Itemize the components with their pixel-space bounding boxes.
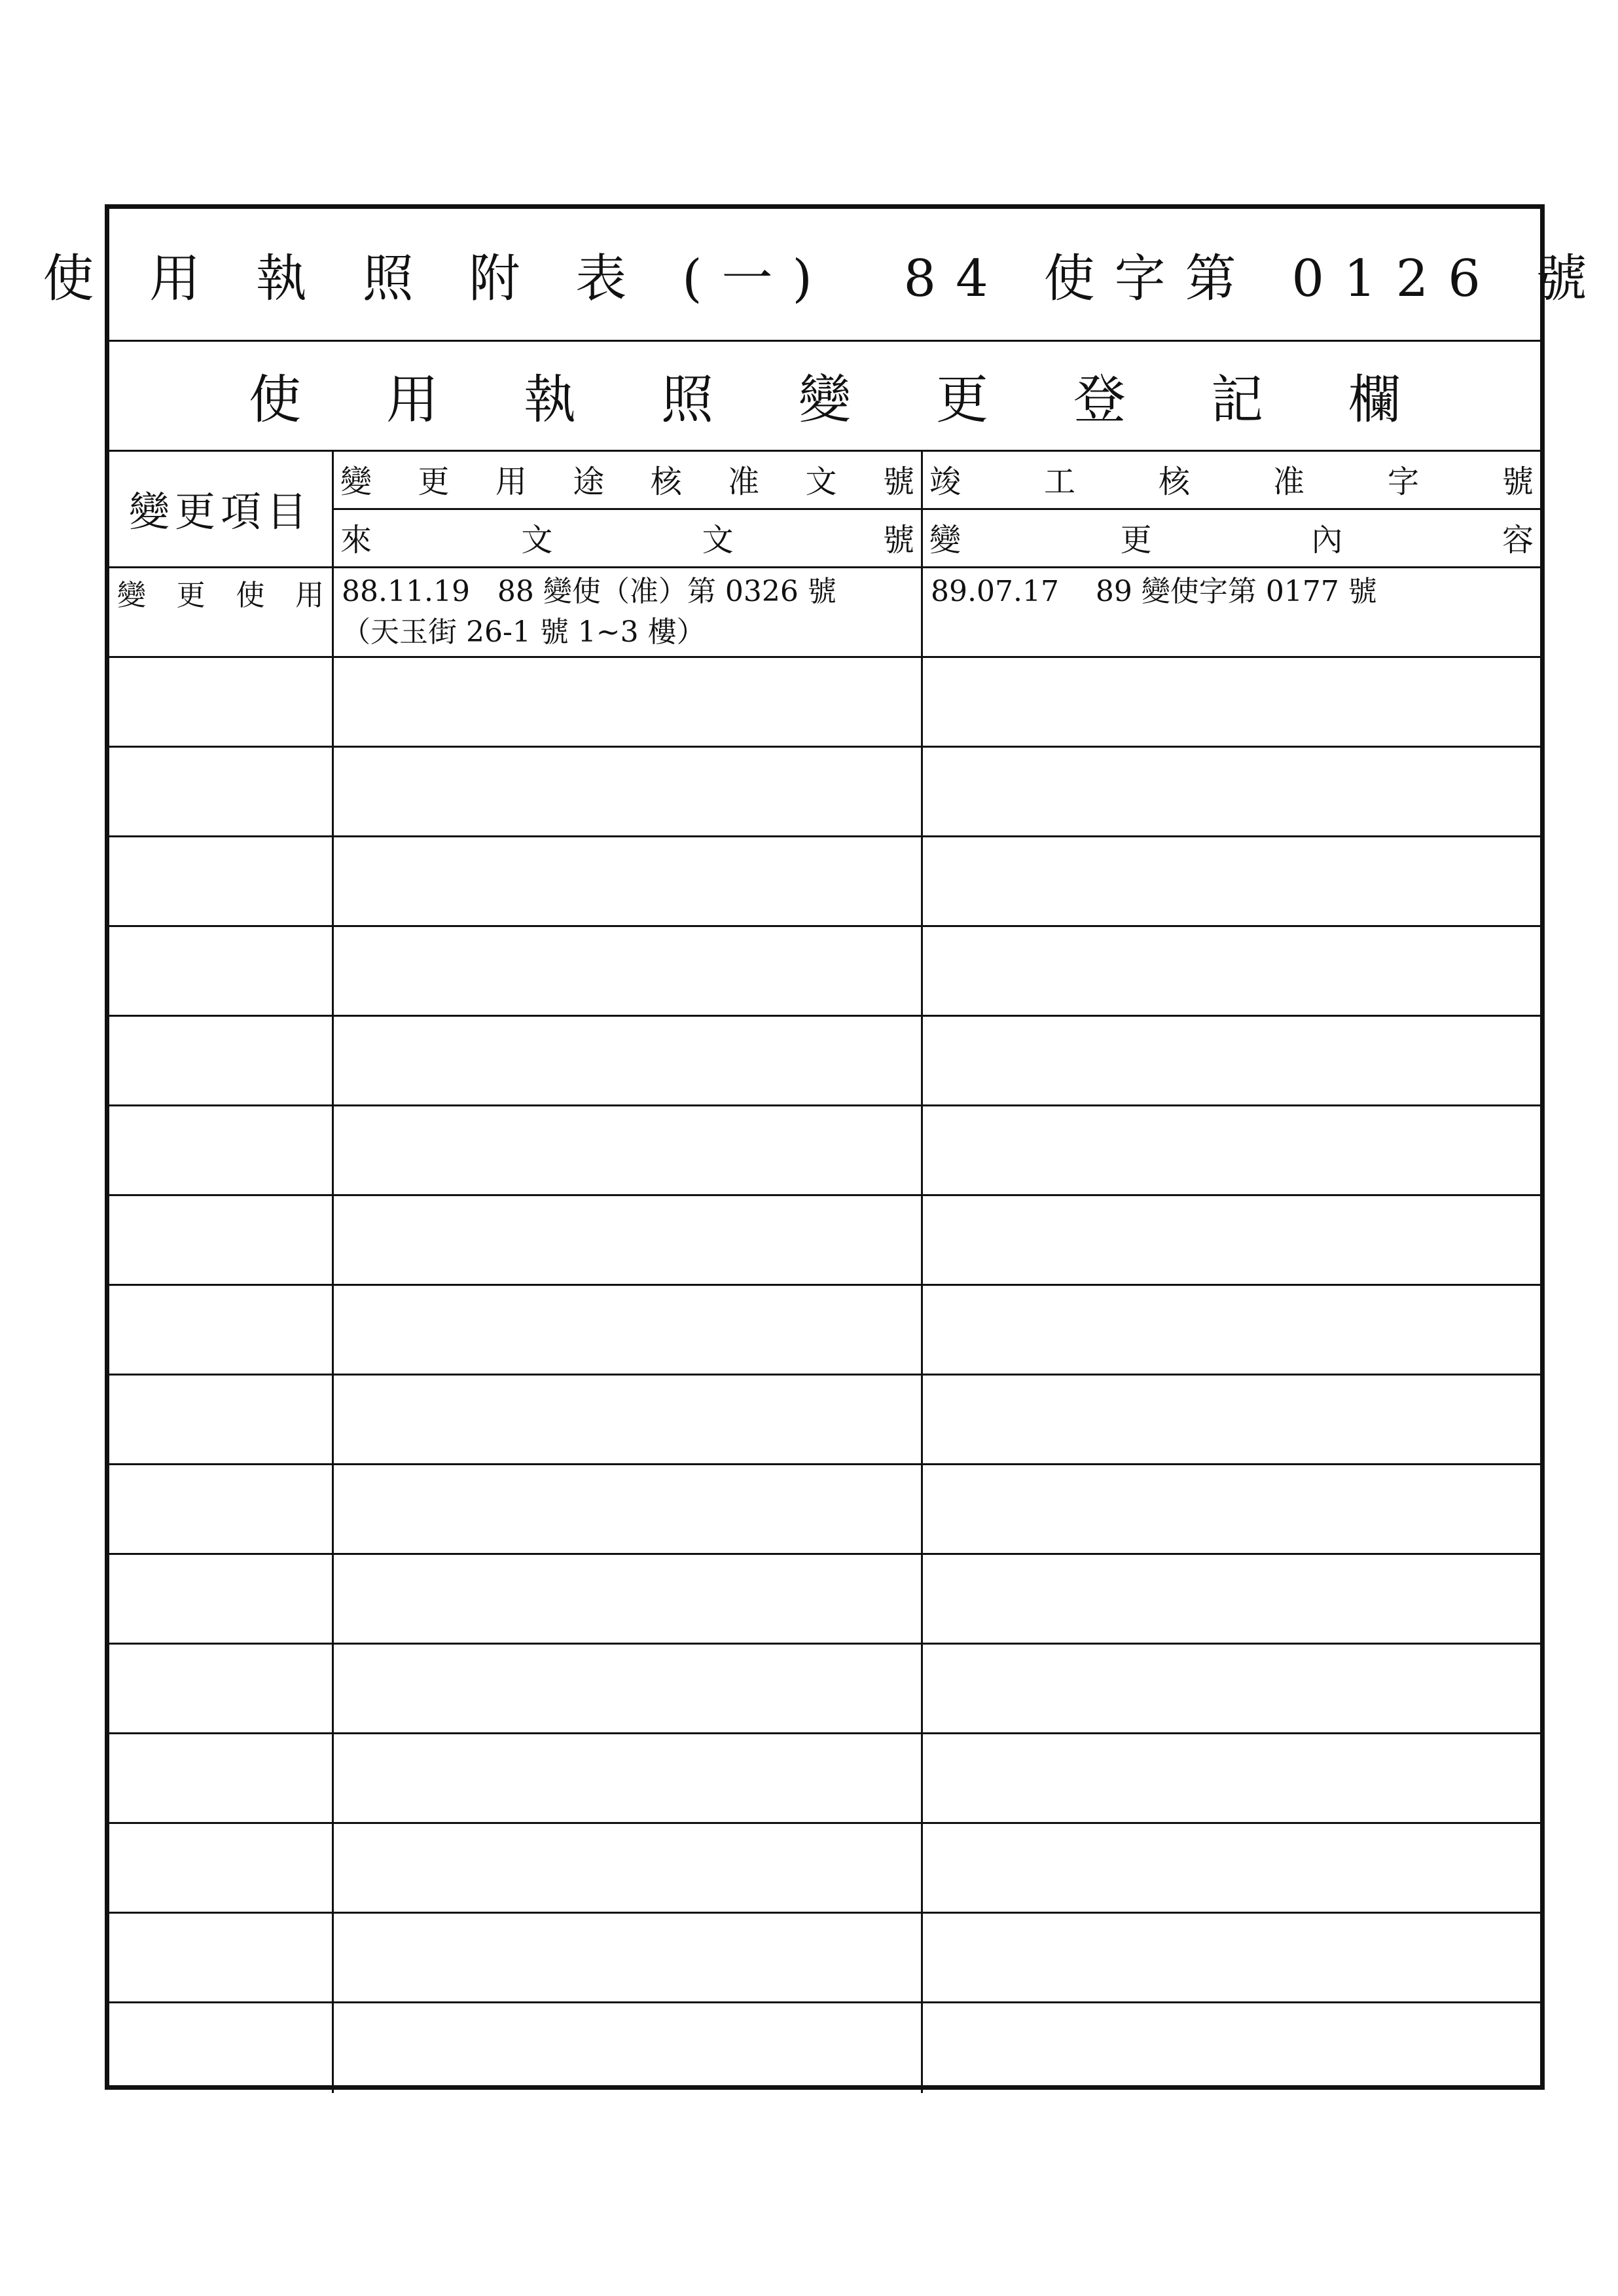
- section-title-char: 使: [249, 369, 301, 430]
- section-title-char: 登: [1073, 369, 1126, 430]
- cell-change-item: [109, 1286, 334, 1374]
- label-char: 變: [340, 464, 372, 500]
- header-completion-approval: [923, 450, 1540, 510]
- label-char: 文: [521, 522, 553, 558]
- cell-completion: [923, 1376, 1540, 1463]
- label-char: 內: [1311, 522, 1343, 558]
- table-row: [109, 2003, 1540, 2093]
- cell-approval-doc: [334, 1017, 923, 1104]
- table-header: [109, 450, 1540, 568]
- table-row: [109, 837, 1540, 927]
- cell-completion: [923, 1555, 1540, 1643]
- cell-change-item: [109, 1914, 334, 2001]
- cell-completion: [923, 837, 1540, 925]
- label-char: 文: [805, 464, 837, 500]
- cell-approval-doc: [334, 1286, 923, 1374]
- cell-approval-doc: [334, 1914, 923, 2001]
- section-title-char: 欄: [1348, 369, 1401, 430]
- cell-approval-doc: [334, 1645, 923, 1732]
- table-row: [109, 1824, 1540, 1914]
- label-char: 變: [117, 579, 146, 612]
- label-char: 更: [1120, 522, 1152, 558]
- cell-completion: [923, 1017, 1540, 1104]
- cell-change-item: [109, 566, 334, 656]
- cell-completion: [923, 1645, 1540, 1732]
- cell-approval-doc: [334, 1465, 923, 1553]
- section-title-row: [109, 340, 1540, 452]
- cell-change-item: [109, 1555, 334, 1643]
- header-change-item: 變更項目: [109, 450, 334, 566]
- label-char: 容: [1501, 522, 1534, 558]
- table-row: [109, 748, 1540, 837]
- cell-change-item: [109, 1106, 334, 1194]
- cell-completion: [923, 927, 1540, 1015]
- table-row: [109, 566, 1540, 658]
- label-char: 准: [1272, 464, 1304, 500]
- cell-completion: [923, 2003, 1540, 2093]
- label-char: 核: [1158, 464, 1190, 500]
- label-char: 途: [573, 464, 605, 500]
- cell-change-item: [109, 1824, 334, 1912]
- label-char: 准: [728, 464, 760, 500]
- label-char: 號: [1501, 464, 1534, 500]
- cell-approval-doc: [334, 566, 923, 656]
- label-char: 文: [702, 522, 734, 558]
- cell-change-item: [109, 1196, 334, 1284]
- cell-completion: [923, 1106, 1540, 1194]
- cell-approval-doc: [334, 1824, 923, 1912]
- section-title-char: 記: [1211, 369, 1263, 430]
- cell-approval-doc: [334, 1196, 923, 1284]
- label-char: 使: [236, 579, 265, 612]
- cell-approval-doc: [334, 1106, 923, 1194]
- cell-approval-doc: [334, 1555, 923, 1643]
- cell-completion: [923, 1734, 1540, 1822]
- approval-line-2: （天玉街 26-1 號 1~3 樓）: [342, 615, 706, 649]
- header-approval-doc: [334, 450, 923, 510]
- cell-completion: [923, 748, 1540, 835]
- table-row: [109, 1555, 1540, 1645]
- cell-approval-doc: [334, 658, 923, 746]
- label-char: 竣: [929, 464, 962, 500]
- cell-change-item: [109, 2003, 334, 2093]
- cell-completion: [923, 566, 1540, 656]
- section-title-char: 用: [386, 369, 439, 430]
- label-char: 號: [882, 522, 914, 558]
- cell-completion: [923, 658, 1540, 746]
- label-char: 工: [1043, 464, 1075, 500]
- table-row: [109, 1465, 1540, 1555]
- cell-completion: [923, 1824, 1540, 1912]
- header-incoming-doc: [334, 508, 923, 566]
- table-row: [109, 658, 1540, 748]
- change-registration-form: [43, 204, 1607, 2090]
- cell-change-item: [109, 748, 334, 835]
- label-char: 變: [929, 522, 962, 558]
- cell-completion: [923, 1465, 1540, 1553]
- cell-approval-doc: [334, 837, 923, 925]
- cell-change-item: [109, 927, 334, 1015]
- section-title-char: 執: [524, 369, 576, 430]
- label-char: 用: [495, 464, 527, 500]
- label-char: 更: [176, 579, 206, 612]
- cell-change-item: [109, 837, 334, 925]
- cell-change-item: [109, 1465, 334, 1553]
- completion-text: 89.07.17 89 變使字第 0177 號: [931, 575, 1377, 608]
- cell-approval-doc: [334, 2003, 923, 2093]
- cell-change-item: [109, 1376, 334, 1463]
- cell-approval-doc: [334, 1734, 923, 1822]
- label-char: 來: [340, 522, 372, 558]
- section-title-char: 照: [661, 369, 713, 430]
- table-body: [109, 566, 1540, 2085]
- table-row: [109, 927, 1540, 1017]
- cell-approval-doc: [334, 748, 923, 835]
- section-title: [249, 357, 1401, 433]
- cell-approval-doc: [334, 1376, 923, 1463]
- form-title-row: [43, 209, 1607, 342]
- table-row: [109, 1286, 1540, 1376]
- cell-change-item: [109, 1734, 334, 1822]
- header-change-content: [923, 508, 1540, 566]
- label-char: 號: [882, 464, 914, 500]
- section-title-char: 更: [936, 369, 988, 430]
- label-char: 用: [295, 579, 324, 612]
- table-row: [109, 1196, 1540, 1286]
- table-row: [109, 1017, 1540, 1106]
- cell-change-item: [109, 658, 334, 746]
- form-title: 使 用 執 照 附 表 (一) 84 使字第 0126 號: [43, 249, 1607, 308]
- label-char: 字: [1387, 464, 1419, 500]
- table-row: [109, 1376, 1540, 1465]
- label-char: 更: [418, 464, 450, 500]
- cell-change-item: [109, 1645, 334, 1732]
- cell-completion: [923, 1914, 1540, 2001]
- cell-completion: [923, 1196, 1540, 1284]
- table-row: [109, 1106, 1540, 1196]
- cell-approval-doc: [334, 927, 923, 1015]
- table-row: [109, 1645, 1540, 1734]
- cell-change-item: [109, 1017, 334, 1104]
- section-title-char: 變: [799, 369, 851, 430]
- approval-line-1: 88.11.19 88 變使（准）第 0326 號: [342, 575, 836, 608]
- label-char: 核: [650, 464, 682, 500]
- table-row: [109, 1914, 1540, 2003]
- cell-completion: [923, 1286, 1540, 1374]
- table-row: [109, 1734, 1540, 1824]
